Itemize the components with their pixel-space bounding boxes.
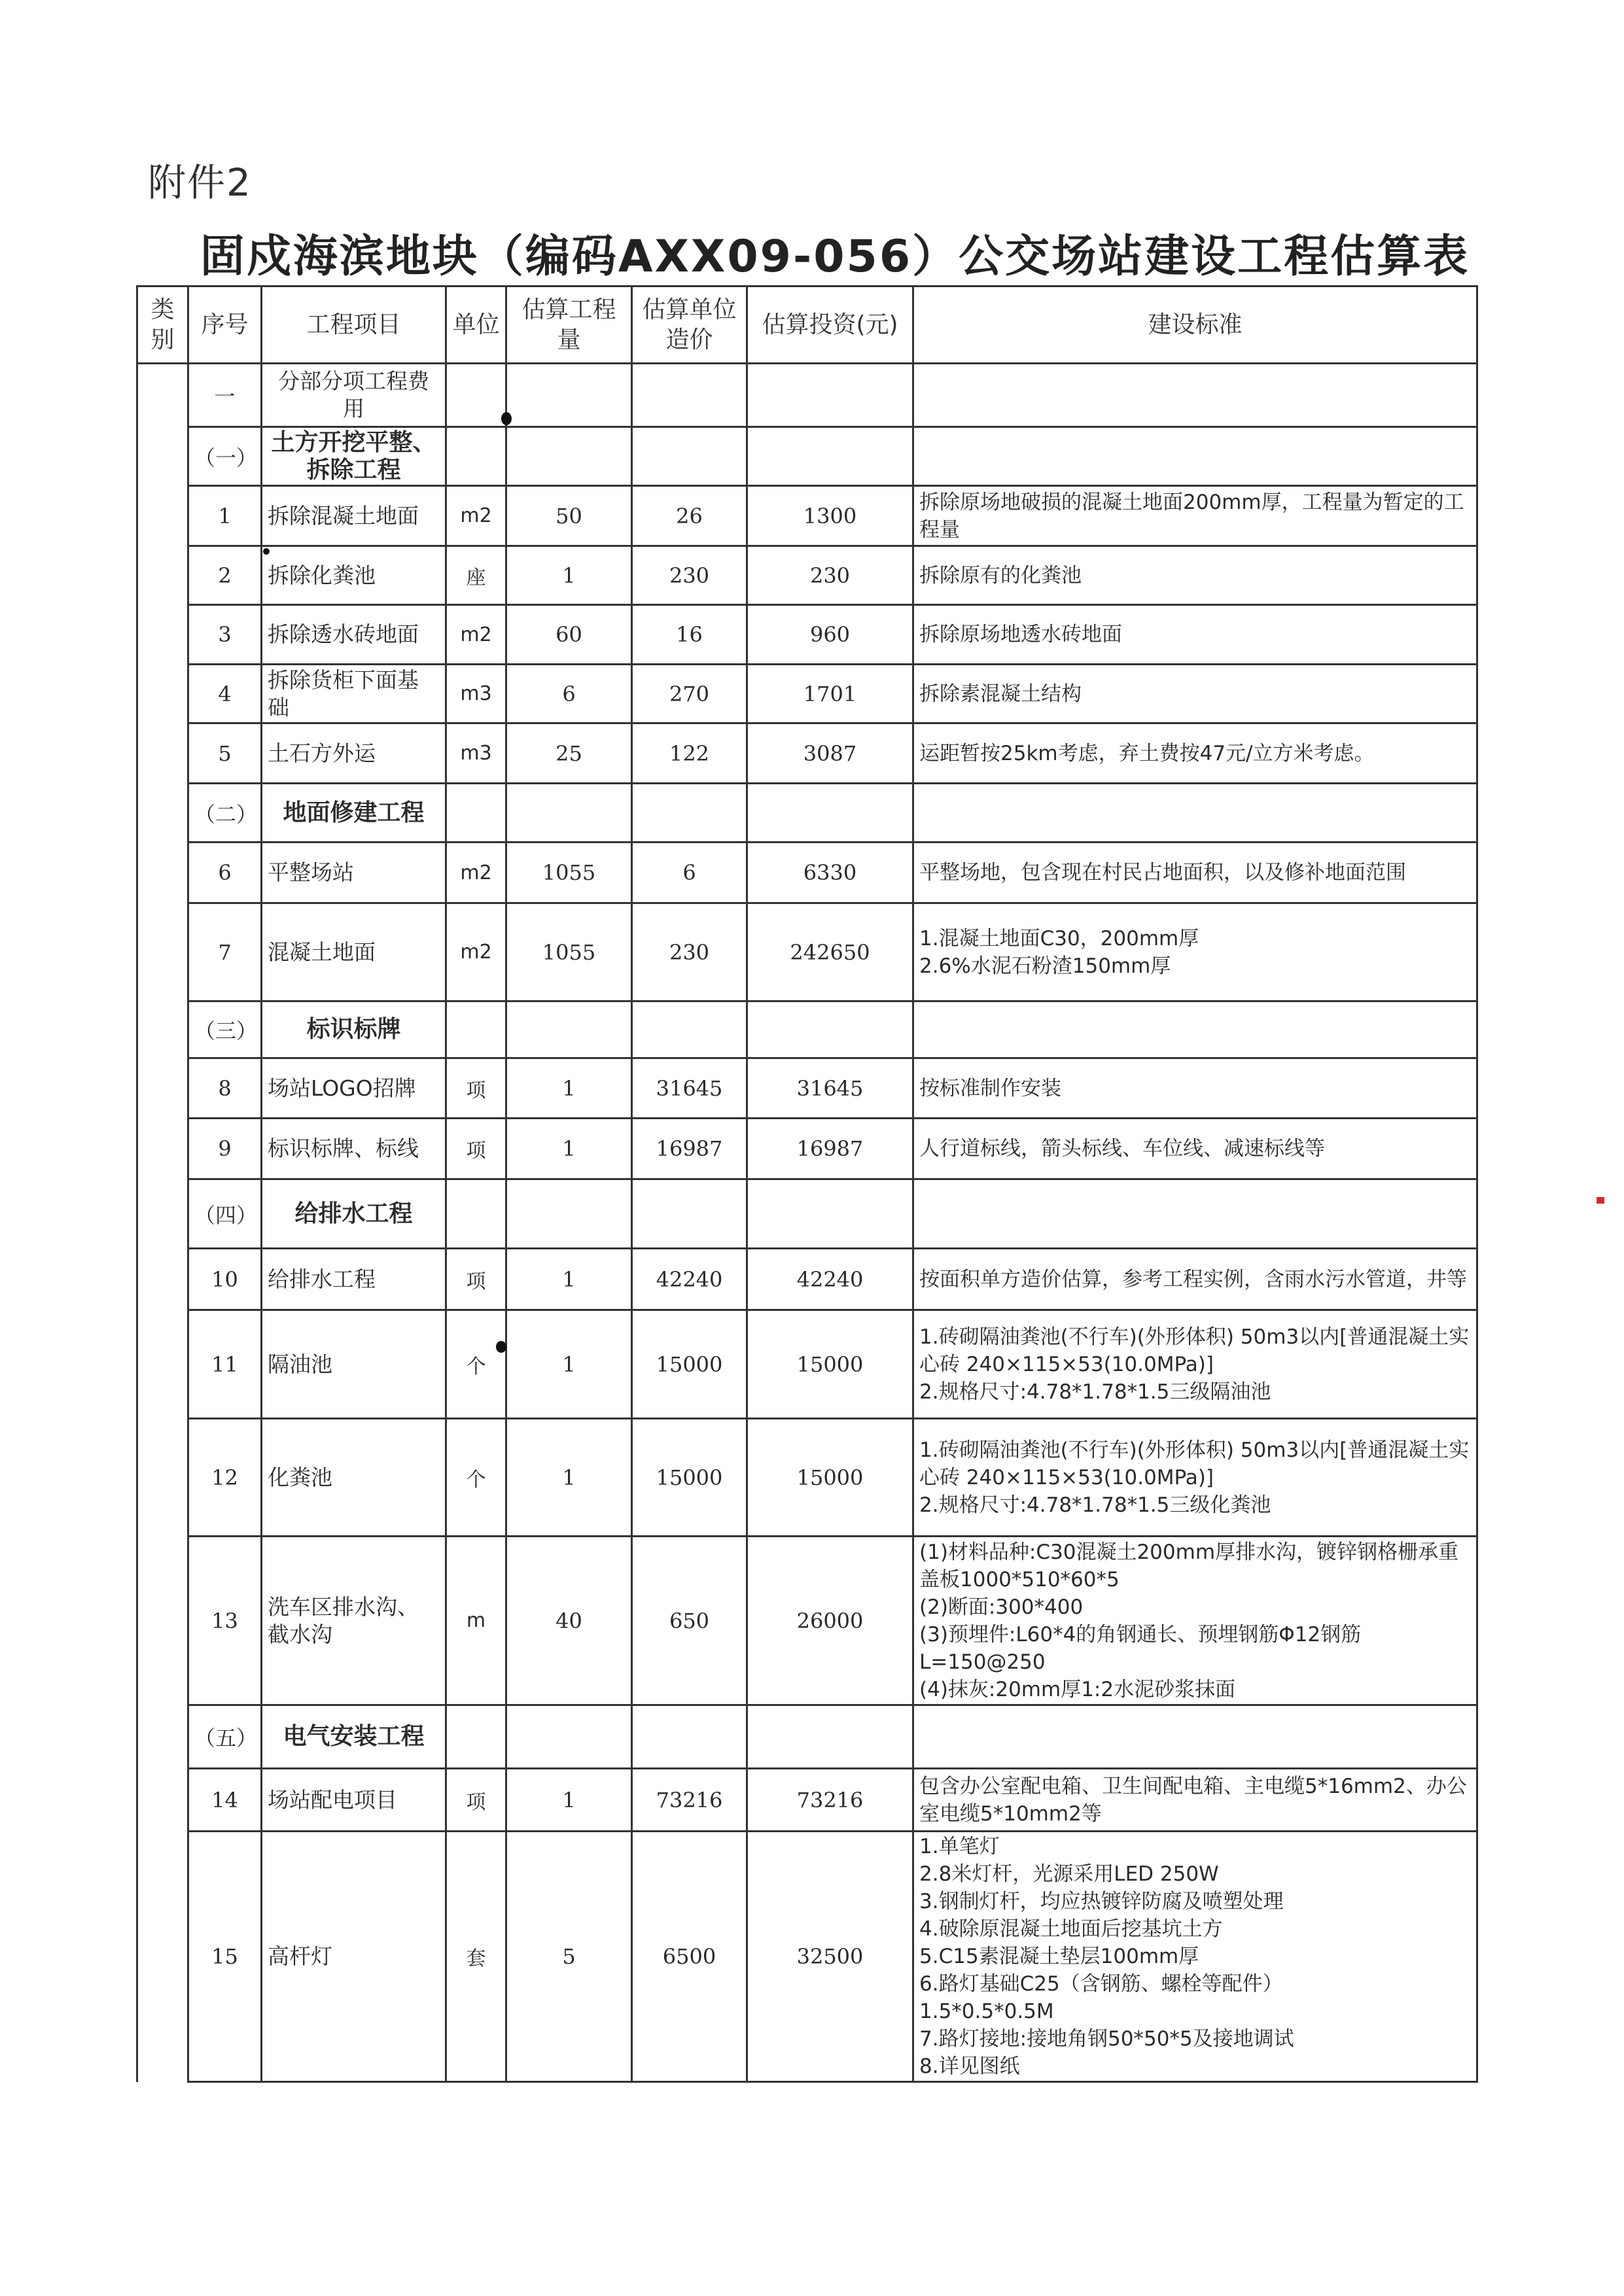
standard-line: 平整场地，包含现在村民占地面积，以及修补地面范围 bbox=[919, 861, 1406, 884]
unit-cell: 座 bbox=[446, 546, 506, 605]
unit-cell: 项 bbox=[446, 1058, 506, 1119]
table-row bbox=[137, 1769, 1477, 1832]
header-standard: 建设标准 bbox=[913, 287, 1477, 364]
investment-cell: 6330 bbox=[747, 843, 913, 903]
unit-price-cell: 26 bbox=[632, 486, 747, 546]
standard-cell bbox=[913, 784, 1477, 843]
item-cell: 土石方外运 bbox=[262, 723, 446, 784]
standard-line: 1.砖砌隔油粪池(不行车)(外形体积) 50m3以内[普通混凝土实心砖 240×115×53(10.0MPa)] bbox=[919, 1438, 1470, 1489]
seq-cell: 3 bbox=[188, 605, 262, 665]
unit-price-cell: 42240 bbox=[632, 1249, 747, 1310]
table-row bbox=[137, 546, 1477, 605]
standard-cell bbox=[913, 1179, 1477, 1249]
investment-cell bbox=[747, 1705, 913, 1769]
quantity-cell: 60 bbox=[506, 605, 632, 665]
unit-price-cell: 15000 bbox=[632, 1419, 747, 1537]
unit-price-cell bbox=[632, 427, 747, 486]
investment-cell: 1701 bbox=[747, 665, 913, 723]
unit-cell bbox=[446, 1001, 506, 1058]
item-cell: 平整场站 bbox=[262, 843, 446, 903]
standard-cell bbox=[913, 1058, 1477, 1119]
unit-cell: 个 bbox=[446, 1310, 506, 1419]
standard-line: 4.破除原混凝土地面后挖基坑土方 bbox=[919, 1917, 1223, 1941]
table-row bbox=[137, 903, 1477, 1001]
standard-line: 2.规格尺寸:4.78*1.78*1.5三级隔油池 bbox=[919, 1380, 1271, 1404]
seq-cell: 1 bbox=[188, 486, 262, 546]
unit-price-cell: 6500 bbox=[632, 1832, 747, 2082]
standard-line: 2.8米灯杆，光源采用LED 250W bbox=[919, 1862, 1219, 1886]
ink-spot bbox=[501, 412, 512, 425]
unit-price-cell: 6 bbox=[632, 843, 747, 903]
group-row bbox=[137, 364, 1477, 427]
table-row bbox=[137, 843, 1477, 903]
header-investment: 估算投资(元) bbox=[747, 287, 913, 364]
standard-line: 拆除原场地透水砖地面 bbox=[919, 623, 1122, 646]
unit-cell: m2 bbox=[446, 903, 506, 1001]
unit-price-cell bbox=[632, 1179, 747, 1249]
table-row bbox=[137, 665, 1477, 723]
seq-cell: （二） bbox=[188, 784, 262, 843]
investment-cell: 1300 bbox=[747, 486, 913, 546]
standard-line: 1.混凝土地面C30，200mm厚 bbox=[919, 926, 1199, 950]
unit-price-cell: 16987 bbox=[632, 1119, 747, 1179]
quantity-cell: 1 bbox=[506, 1119, 632, 1179]
seq-cell: （一） bbox=[188, 427, 262, 486]
standard-line: 按标准制作安装 bbox=[919, 1076, 1061, 1100]
quantity-cell: 1 bbox=[506, 1249, 632, 1310]
estimate-table bbox=[136, 285, 1478, 2083]
item-cell: 拆除混凝土地面 bbox=[262, 486, 446, 546]
quantity-cell: 40 bbox=[506, 1537, 632, 1705]
unit-cell bbox=[446, 1179, 506, 1249]
standard-cell bbox=[913, 1769, 1477, 1832]
unit-cell bbox=[446, 364, 506, 427]
unit-cell: m2 bbox=[446, 486, 506, 546]
investment-cell: 15000 bbox=[747, 1419, 913, 1537]
unit-cell: 套 bbox=[446, 1832, 506, 2082]
standard-line: 人行道标线，箭头标线、车位线、减速标线等 bbox=[919, 1137, 1325, 1160]
standard-line: (4)抹灰:20mm厚1:2水泥砂浆抹面 bbox=[919, 1677, 1236, 1701]
section-row bbox=[137, 784, 1477, 843]
quantity-cell: 1 bbox=[506, 1769, 632, 1832]
header-category: 类别 bbox=[137, 287, 188, 364]
unit-price-cell: 230 bbox=[632, 903, 747, 1001]
unit-cell bbox=[446, 784, 506, 843]
investment-cell: 230 bbox=[747, 546, 913, 605]
section-row bbox=[137, 1179, 1477, 1249]
standard-cell bbox=[913, 1001, 1477, 1058]
investment-cell: 960 bbox=[747, 605, 913, 665]
standard-cell bbox=[913, 843, 1477, 903]
item-cell: 拆除化粪池 bbox=[262, 546, 446, 605]
unit-price-cell: 15000 bbox=[632, 1310, 747, 1419]
seq-cell: 10 bbox=[188, 1249, 262, 1310]
item-cell: 洗车区排水沟、截水沟 bbox=[262, 1537, 446, 1705]
unit-cell: m3 bbox=[446, 723, 506, 784]
standard-cell bbox=[913, 665, 1477, 723]
quantity-cell: 1 bbox=[506, 546, 632, 605]
quantity-cell bbox=[506, 784, 632, 843]
page-title: 固戍海滨地块（编码AXX09-056）公交场站建设工程估算表 bbox=[200, 231, 1470, 283]
ink-spot bbox=[263, 548, 270, 555]
standard-cell bbox=[913, 605, 1477, 665]
table-row bbox=[137, 1310, 1477, 1419]
quantity-cell: 1 bbox=[506, 1058, 632, 1119]
seq-cell: 15 bbox=[188, 1832, 262, 2082]
unit-price-cell: 270 bbox=[632, 665, 747, 723]
item-cell: 隔油池 bbox=[262, 1310, 446, 1419]
table-row bbox=[137, 723, 1477, 784]
standard-cell bbox=[913, 1249, 1477, 1310]
header-seq: 序号 bbox=[188, 287, 262, 364]
table-row bbox=[137, 1058, 1477, 1119]
unit-cell: m3 bbox=[446, 665, 506, 723]
standard-line: (1)材料品种:C30混凝土200mm厚排水沟，镀锌钢格栅承重盖板1000*510*60*5 bbox=[919, 1540, 1459, 1592]
seq-cell: 8 bbox=[188, 1058, 262, 1119]
standard-line: 1.单笔灯 bbox=[919, 1835, 1000, 1858]
table-header-row bbox=[137, 287, 1477, 364]
unit-price-cell: 650 bbox=[632, 1537, 747, 1705]
standard-line: 拆除原场地破损的混凝土地面200mm厚，工程量为暂定的工程量 bbox=[919, 490, 1464, 542]
seq-cell: 一 bbox=[188, 364, 262, 427]
standard-line: 按面积单方造价估算，参考工程实例，含雨水污水管道，井等 bbox=[919, 1267, 1467, 1291]
table-row bbox=[137, 1832, 1477, 2082]
standard-line: 3.钢制灯杆，均应热镀锌防腐及喷塑处理 bbox=[919, 1890, 1284, 1913]
item-cell: 土方开挖平整、拆除工程 bbox=[262, 427, 446, 486]
item-cell: 标识标牌、标线 bbox=[262, 1119, 446, 1179]
seq-cell: 13 bbox=[188, 1537, 262, 1705]
investment-cell bbox=[747, 1179, 913, 1249]
seq-cell: 5 bbox=[188, 723, 262, 784]
quantity-cell: 1055 bbox=[506, 843, 632, 903]
quantity-cell: 25 bbox=[506, 723, 632, 784]
investment-cell bbox=[747, 427, 913, 486]
header-unit: 单位 bbox=[446, 287, 506, 364]
seq-cell: 11 bbox=[188, 1310, 262, 1419]
standard-line: 5.C15素混凝土垫层100mm厚 bbox=[919, 1945, 1199, 1968]
standard-cell bbox=[913, 1119, 1477, 1179]
standard-line: (3)预埋件:L60*4的角钢通长、预埋钢筋Φ12钢筋L=150@250 bbox=[919, 1622, 1362, 1674]
investment-cell: 31645 bbox=[747, 1058, 913, 1119]
standard-line: 1.5*0.5*0.5M bbox=[919, 2000, 1054, 2023]
item-cell: 混凝土地面 bbox=[262, 903, 446, 1001]
section-row bbox=[137, 427, 1477, 486]
standard-cell bbox=[913, 723, 1477, 784]
quantity-cell bbox=[506, 427, 632, 486]
investment-cell bbox=[747, 1001, 913, 1058]
standard-line: 8.详见图纸 bbox=[919, 2055, 1020, 2078]
unit-price-cell bbox=[632, 1705, 747, 1769]
investment-cell: 26000 bbox=[747, 1537, 913, 1705]
unit-price-cell: 122 bbox=[632, 723, 747, 784]
seq-cell: 7 bbox=[188, 903, 262, 1001]
quantity-cell: 5 bbox=[506, 1832, 632, 2082]
unit-price-cell: 16 bbox=[632, 605, 747, 665]
seq-cell: （三） bbox=[188, 1001, 262, 1058]
standard-line: 7.路灯接地:接地角钢50*50*5及接地调试 bbox=[919, 2027, 1294, 2051]
standard-cell bbox=[913, 1832, 1477, 2082]
item-cell: 拆除透水砖地面 bbox=[262, 605, 446, 665]
unit-cell: 个 bbox=[446, 1419, 506, 1537]
seq-cell: （四） bbox=[188, 1179, 262, 1249]
item-cell: 地面修建工程 bbox=[262, 784, 446, 843]
item-cell: 高杆灯 bbox=[262, 1832, 446, 2082]
table-body bbox=[137, 364, 1477, 2082]
standard-cell bbox=[913, 427, 1477, 486]
unit-price-cell: 31645 bbox=[632, 1058, 747, 1119]
standard-line: 6.路灯基础C25（含钢筋、螺栓等配件） bbox=[919, 1972, 1283, 1996]
seq-cell: 6 bbox=[188, 843, 262, 903]
quantity-cell bbox=[506, 1001, 632, 1058]
item-cell: 场站配电项目 bbox=[262, 1769, 446, 1832]
section-row bbox=[137, 1705, 1477, 1769]
unit-cell: m2 bbox=[446, 605, 506, 665]
unit-price-cell bbox=[632, 784, 747, 843]
red-mark bbox=[1597, 1197, 1604, 1204]
seq-cell: 4 bbox=[188, 665, 262, 723]
header-item: 工程项目 bbox=[262, 287, 446, 364]
quantity-cell: 1 bbox=[506, 1419, 632, 1537]
category-cell bbox=[137, 364, 188, 2082]
table-row bbox=[137, 1419, 1477, 1537]
investment-cell: 15000 bbox=[747, 1310, 913, 1419]
unit-cell: m bbox=[446, 1537, 506, 1705]
quantity-cell bbox=[506, 1705, 632, 1769]
unit-price-cell bbox=[632, 364, 747, 427]
standard-cell bbox=[913, 1705, 1477, 1769]
investment-cell: 32500 bbox=[747, 1832, 913, 2082]
seq-cell: （五） bbox=[188, 1705, 262, 1769]
table-row bbox=[137, 1249, 1477, 1310]
item-cell: 场站LOGO招牌 bbox=[262, 1058, 446, 1119]
standard-line: 运距暂按25km考虑，弃土费按47元/立方米考虑。 bbox=[919, 741, 1375, 765]
standard-cell bbox=[913, 1419, 1477, 1537]
item-cell: 电气安装工程 bbox=[262, 1705, 446, 1769]
table-row bbox=[137, 605, 1477, 665]
investment-cell bbox=[747, 784, 913, 843]
seq-cell: 14 bbox=[188, 1769, 262, 1832]
investment-cell: 16987 bbox=[747, 1119, 913, 1179]
item-cell: 分部分项工程费用 bbox=[262, 364, 446, 427]
quantity-cell: 1055 bbox=[506, 903, 632, 1001]
unit-price-cell: 230 bbox=[632, 546, 747, 605]
seq-cell: 2 bbox=[188, 546, 262, 605]
table-row bbox=[137, 486, 1477, 546]
header-quantity: 估算工程量 bbox=[506, 287, 632, 364]
unit-price-cell: 73216 bbox=[632, 1769, 747, 1832]
unit-price-cell bbox=[632, 1001, 747, 1058]
investment-cell: 3087 bbox=[747, 723, 913, 784]
standard-line: 拆除原有的化粪池 bbox=[919, 563, 1082, 587]
item-cell: 给排水工程 bbox=[262, 1179, 446, 1249]
section-row bbox=[137, 1001, 1477, 1058]
investment-cell bbox=[747, 364, 913, 427]
unit-cell: 项 bbox=[446, 1249, 506, 1310]
quantity-cell: 1 bbox=[506, 1310, 632, 1419]
unit-cell: 项 bbox=[446, 1769, 506, 1832]
unit-cell bbox=[446, 1705, 506, 1769]
attachment-label: 附件2 bbox=[148, 160, 252, 205]
standard-cell bbox=[913, 1310, 1477, 1419]
standard-line: 2.规格尺寸:4.78*1.78*1.5三级化粪池 bbox=[919, 1493, 1271, 1517]
unit-cell: m2 bbox=[446, 843, 506, 903]
quantity-cell: 6 bbox=[506, 665, 632, 723]
quantity-cell bbox=[506, 364, 632, 427]
item-cell: 标识标牌 bbox=[262, 1001, 446, 1058]
table-row bbox=[137, 1119, 1477, 1179]
standard-cell bbox=[913, 364, 1477, 427]
standard-cell bbox=[913, 1537, 1477, 1705]
investment-cell: 73216 bbox=[747, 1769, 913, 1832]
standard-line: 1.砖砌隔油粪池(不行车)(外形体积) 50m3以内[普通混凝土实心砖 240×115×53(10.0MPa)] bbox=[919, 1325, 1470, 1376]
investment-cell: 42240 bbox=[747, 1249, 913, 1310]
investment-cell: 242650 bbox=[747, 903, 913, 1001]
quantity-cell bbox=[506, 1179, 632, 1249]
ink-spot bbox=[496, 1341, 506, 1353]
item-cell: 给排水工程 bbox=[262, 1249, 446, 1310]
seq-cell: 12 bbox=[188, 1419, 262, 1537]
item-cell: 化粪池 bbox=[262, 1419, 446, 1537]
header-unit-price: 估算单位造价 bbox=[632, 287, 747, 364]
seq-cell: 9 bbox=[188, 1119, 262, 1179]
standard-line: 包含办公室配电箱、卫生间配电箱、主电缆5*16mm2、办公室电缆5*10mm2等 bbox=[919, 1774, 1467, 1826]
unit-cell bbox=[446, 427, 506, 486]
standard-line: 拆除素混凝土结构 bbox=[919, 682, 1082, 706]
standard-line: (2)断面:300*400 bbox=[919, 1595, 1084, 1619]
standard-cell bbox=[913, 903, 1477, 1001]
table-row bbox=[137, 1537, 1477, 1705]
standard-cell bbox=[913, 546, 1477, 605]
quantity-cell: 50 bbox=[506, 486, 632, 546]
unit-cell: 项 bbox=[446, 1119, 506, 1179]
standard-line: 2.6%水泥石粉渣150mm厚 bbox=[919, 954, 1171, 978]
item-cell: 拆除货柜下面基础 bbox=[262, 665, 446, 723]
standard-cell bbox=[913, 486, 1477, 546]
